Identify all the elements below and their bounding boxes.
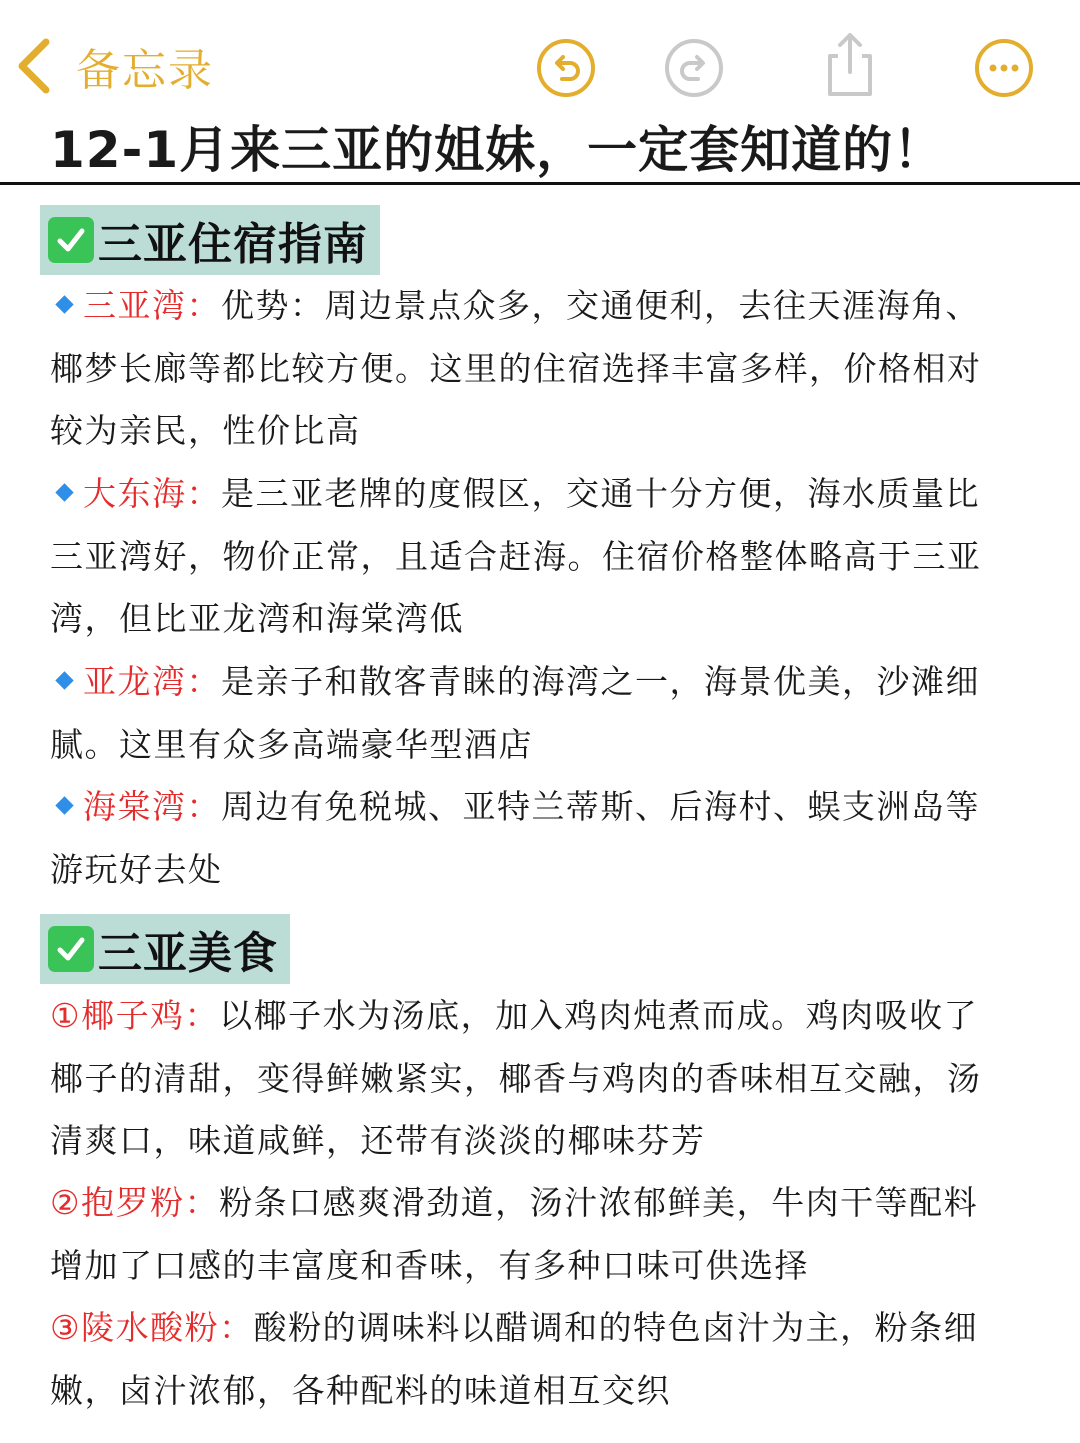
section-heading-text: 三亚住宿指南 bbox=[98, 219, 368, 270]
diamond-bullet-icon bbox=[55, 295, 73, 313]
list-item bbox=[50, 776, 1000, 901]
item-label: ①椰子鸡： bbox=[50, 996, 220, 1035]
item-label: 亚龙湾： bbox=[83, 662, 221, 701]
check-mark-icon bbox=[48, 926, 94, 972]
item-label: 海棠湾： bbox=[83, 787, 221, 826]
diamond-bullet-icon bbox=[55, 483, 73, 501]
item-text: 优势：周边景点众多，交通便利，去往天涯海角、椰梦长廊等都比较方便。这里的住宿选择丰富多样，价格相对较为亲民，性价比高 bbox=[50, 286, 982, 450]
back-label: 备忘录 bbox=[76, 45, 214, 96]
item-text: 粉条口感爽滑劲道，汤汁浓郁鲜美，牛肉干等配料增加了口感的丰富度和香味，有多种口味可供选择 bbox=[50, 1183, 979, 1285]
list-item bbox=[50, 985, 1000, 1173]
item-text: 是亲子和散客青睐的海湾之一，海景优美，沙滩细腻。这里有众多高端豪华型酒店 bbox=[50, 662, 980, 764]
back-button[interactable] bbox=[14, 36, 214, 96]
item-text: 周边有免税城、亚特兰蒂斯、后海村、蜈支洲岛等游玩好去处 bbox=[50, 787, 980, 889]
item-label: 大东海： bbox=[83, 474, 221, 513]
list-item bbox=[50, 651, 1000, 776]
redo-button[interactable] bbox=[664, 38, 724, 98]
share-icon bbox=[820, 30, 880, 98]
diamond-bullet-icon bbox=[55, 671, 73, 689]
undo-button[interactable] bbox=[536, 38, 596, 98]
item-text: 酸粉的调味料以醋调和的特色卤汁为主，粉条细嫩，卤汁浓郁，各种配料的味道相互交织 bbox=[50, 1308, 979, 1410]
item-text: 是三亚老牌的度假区，交通十分方便，海水质量比三亚湾好，物价正常，且适合赶海。住宿价格整体略高于三亚湾，但比亚龙湾和海棠湾低 bbox=[50, 474, 982, 638]
list-item bbox=[50, 275, 1000, 463]
item-text: 以椰子水为汤底，加入鸡肉炖煮而成。鸡肉吸收了椰子的清甜，变得鲜嫩紧实，椰香与鸡肉的香味相互交融，汤清爽口，味道咸鲜，还带有淡淡的椰味芬芳 bbox=[50, 996, 982, 1160]
section-heading-accommodation bbox=[40, 205, 380, 275]
list-item bbox=[50, 1172, 1000, 1297]
section-heading-text: 三亚美食 bbox=[98, 928, 278, 979]
item-label: 三亚湾： bbox=[83, 286, 221, 325]
more-icon bbox=[974, 38, 1034, 98]
check-mark-icon bbox=[48, 217, 94, 263]
redo-icon bbox=[664, 38, 724, 98]
list-item bbox=[50, 463, 1000, 651]
list-item bbox=[50, 1297, 1000, 1422]
more-button[interactable] bbox=[974, 38, 1034, 98]
navigation-bar bbox=[0, 0, 1080, 120]
title-divider bbox=[0, 182, 1080, 185]
share-button[interactable] bbox=[820, 30, 880, 98]
item-label: ②抱罗粉： bbox=[50, 1183, 220, 1222]
note-title[interactable]: 12-1月来三亚的姐妹，一定套知道的！ bbox=[50, 121, 945, 179]
item-label: ③陵水酸粉： bbox=[50, 1308, 254, 1347]
diamond-bullet-icon bbox=[55, 796, 73, 814]
undo-icon bbox=[536, 38, 596, 98]
chevron-left-icon bbox=[14, 36, 54, 96]
section-heading-food bbox=[40, 914, 290, 984]
